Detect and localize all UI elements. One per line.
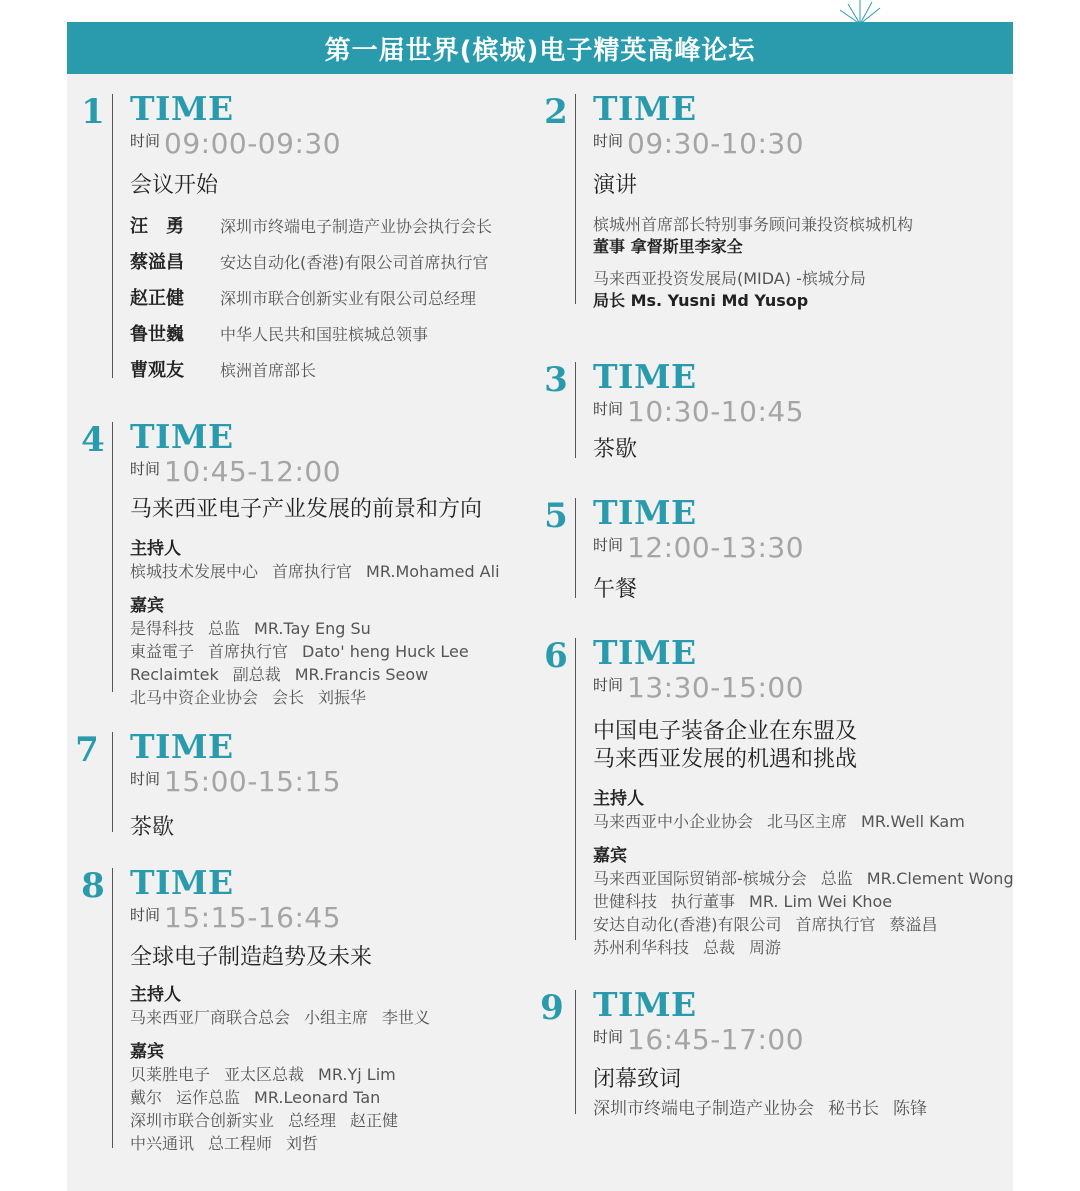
- session-divider: [112, 94, 113, 378]
- guest-heading: 嘉宾: [130, 1042, 164, 1062]
- host-line: 马来西亚中小企业协会 北马区主席 MR.Well Kam: [593, 812, 965, 831]
- attendee-role: 深圳市联合创新实业有限公司总经理: [220, 289, 477, 308]
- speaker-name: 董事 拿督斯里李家全: [593, 237, 743, 256]
- session-number: 1: [81, 92, 105, 132]
- host-heading: 主持人: [593, 789, 644, 809]
- time-range: 10:45-12:00: [164, 455, 342, 488]
- time-label: 时间: [130, 770, 161, 788]
- guest-line: 東益電子 首席执行官 Dato' heng Huck Lee: [130, 642, 469, 661]
- session-number: 4: [81, 420, 105, 460]
- session-number: 2: [544, 92, 568, 132]
- time-range: 09:00-09:30: [164, 127, 342, 160]
- time-range: 09:30-10:30: [627, 127, 805, 160]
- attendee-name: 赵正健: [130, 288, 184, 309]
- host-heading: 主持人: [130, 539, 181, 559]
- time-range: 12:00-13:30: [627, 531, 805, 564]
- attendee-row: [130, 360, 570, 382]
- session-title: 午餐: [593, 577, 638, 602]
- session-number: 3: [544, 360, 568, 400]
- session-divider: [112, 422, 113, 692]
- speaker-org: 槟城州首席部长特别事务顾问兼投资槟城机构: [593, 215, 914, 234]
- session-number: 9: [540, 988, 564, 1028]
- session-title-line: 中国电子装备企业在东盟及: [593, 719, 858, 744]
- session-divider: [575, 94, 576, 304]
- attendee-row: [130, 252, 570, 274]
- guest-line: 马来西亚国际贸销部-槟城分会 总监 MR.Clement Wong: [593, 869, 1014, 888]
- session-title: 茶歇: [593, 437, 638, 462]
- guest-line: 是得科技 总监 MR.Tay Eng Su: [130, 619, 371, 638]
- session-number: 7: [75, 730, 99, 770]
- time-heading: TIME: [130, 727, 234, 766]
- host-line: 马来西亚厂商联合总会 小组主席 李世义: [130, 1008, 431, 1027]
- session-divider: [575, 990, 576, 1114]
- guest-line: 苏州利华科技 总裁 周游: [593, 938, 782, 957]
- time-label: 时间: [593, 676, 624, 694]
- session-number: 8: [81, 866, 105, 906]
- attendee-role: 槟洲首席部长: [220, 361, 317, 380]
- time-range: 15:00-15:15: [164, 765, 342, 798]
- decorative-lines: [830, 0, 890, 24]
- host-heading: 主持人: [130, 985, 181, 1005]
- attendee-role: 深圳市终端电子制造产业协会执行会长: [220, 217, 493, 236]
- session-title: 演讲: [593, 173, 638, 198]
- attendee-row: [130, 324, 570, 346]
- session-title: 全球电子制造趋势及未来: [130, 945, 373, 970]
- session-title-line: 马来西亚发展的机遇和挑战: [593, 747, 858, 772]
- attendee-name: 蔡溢昌: [130, 252, 184, 273]
- guest-line: 安达自动化(香港)有限公司 首席执行官 蔡溢昌: [593, 915, 938, 934]
- time-heading: TIME: [593, 633, 697, 672]
- attendee-name: 汪 勇: [130, 216, 184, 237]
- session-divider: [112, 732, 113, 832]
- time-range: 13:30-15:00: [627, 671, 805, 704]
- speaker-org: 马来西亚投资发展局(MIDA) -槟城分局: [593, 269, 866, 288]
- guest-line: 贝莱胜电子 亚太区总裁 MR.Yj Lim: [130, 1065, 396, 1084]
- host-line: 槟城技术发展中心 首席执行官 MR.Mohamed Ali: [130, 562, 500, 581]
- guest-line: 北马中资企业协会 会长 刘振华: [130, 688, 367, 707]
- time-label: 时间: [593, 536, 624, 554]
- time-label: 时间: [593, 132, 624, 150]
- session-divider: [575, 638, 576, 940]
- guest-line: 深圳市联合创新实业 总经理 赵正健: [130, 1111, 399, 1130]
- guest-heading: 嘉宾: [593, 846, 627, 866]
- attendee-role: 中华人民共和国驻槟城总领事: [220, 325, 429, 344]
- attendee-row: [130, 216, 570, 238]
- attendee-name: 曹观友: [130, 360, 184, 381]
- session-divider: [575, 362, 576, 458]
- attendee-name: 鲁世巍: [130, 324, 184, 345]
- session-title: 闭幕致词: [593, 1067, 682, 1092]
- time-heading: TIME: [593, 357, 697, 396]
- time-label: 时间: [130, 132, 161, 150]
- time-label: 时间: [130, 906, 161, 924]
- time-heading: TIME: [593, 985, 697, 1024]
- guest-line: 中兴通讯 总工程师 刘哲: [130, 1134, 319, 1153]
- session-divider: [575, 498, 576, 598]
- session-number: 5: [544, 496, 568, 536]
- time-heading: TIME: [593, 89, 697, 128]
- speaker-name: 局长 Ms. Yusni Md Yusop: [593, 291, 809, 310]
- session-number: 6: [544, 636, 568, 676]
- guest-heading: 嘉宾: [130, 596, 164, 616]
- time-label: 时间: [130, 460, 161, 478]
- session-title: 茶歇: [130, 815, 175, 840]
- session-divider: [112, 868, 113, 1148]
- attendee-row: [130, 288, 570, 310]
- guest-line: Reclaimtek 副总裁 MR.Francis Seow: [130, 665, 429, 684]
- page-title: 第一届世界(槟城)电子精英高峰论坛: [67, 22, 1013, 74]
- session-title: 马来西亚电子产业发展的前景和方向: [130, 497, 483, 522]
- time-range: 16:45-17:00: [627, 1023, 805, 1056]
- time-range: 10:30-10:45: [627, 395, 805, 428]
- time-label: 时间: [593, 400, 624, 418]
- attendee-role: 安达自动化(香港)有限公司首席执行官: [220, 253, 489, 272]
- time-heading: TIME: [593, 493, 697, 532]
- time-label: 时间: [593, 1028, 624, 1046]
- closing-speaker-line: 深圳市终端电子制造产业协会 秘书长 陈锋: [593, 1099, 927, 1119]
- time-heading: TIME: [130, 89, 234, 128]
- session-title: 会议开始: [130, 173, 219, 198]
- time-heading: TIME: [130, 863, 234, 902]
- guest-line: 戴尔 运作总监 MR.Leonard Tan: [130, 1088, 381, 1107]
- guest-line: 世健科技 执行董事 MR. Lim Wei Khoe: [593, 892, 893, 911]
- time-heading: TIME: [130, 417, 234, 456]
- time-range: 15:15-16:45: [164, 901, 342, 934]
